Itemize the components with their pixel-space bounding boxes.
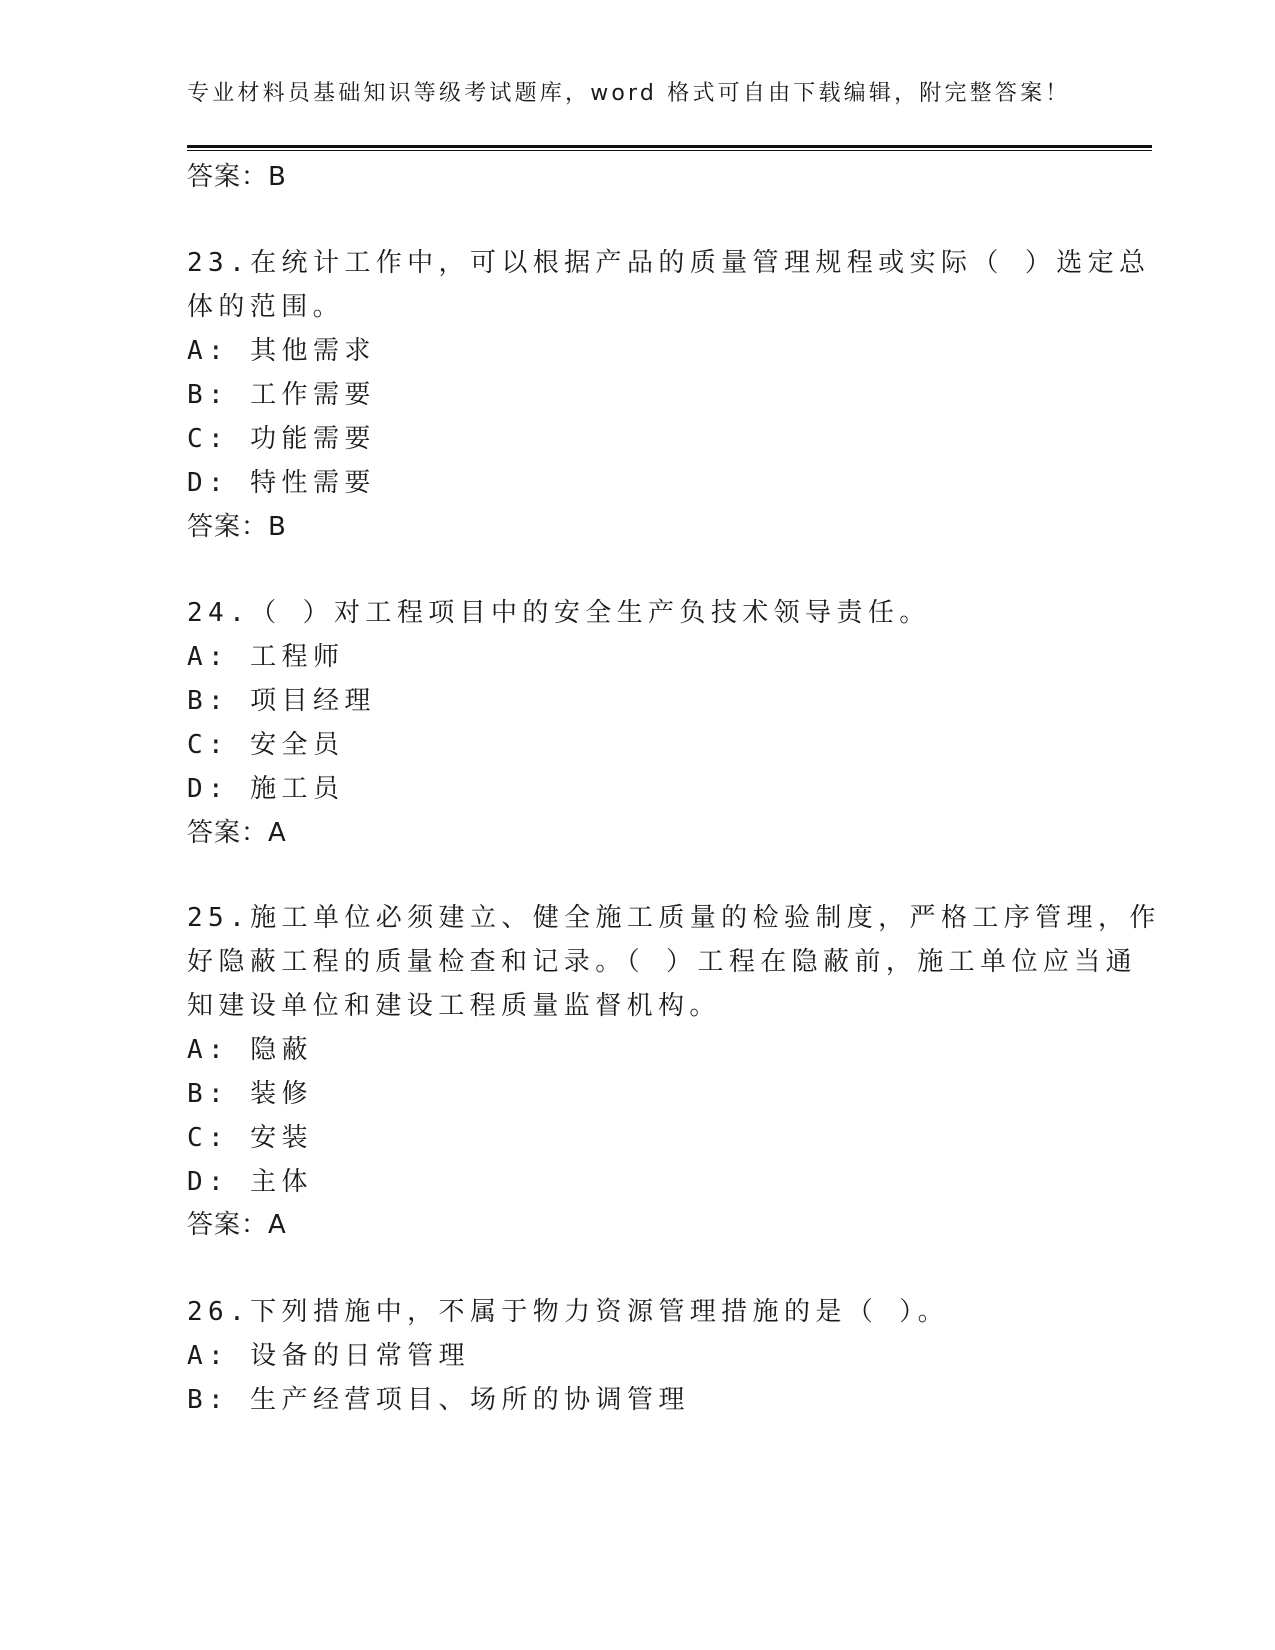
option-line: C: 安全员	[187, 730, 345, 760]
option-line: A: 工程师	[187, 642, 345, 672]
option-line: B: 生产经营项目、场所的协调管理	[187, 1385, 690, 1415]
option-line: B: 工作需要	[187, 380, 376, 410]
option-line: D: 主体	[187, 1167, 313, 1197]
option-line: C: 功能需要	[187, 424, 376, 454]
question-stem-line: 24.（ ）对工程项目中的安全生产负技术领导责任。	[187, 598, 931, 628]
header-rule-thick	[187, 145, 1152, 148]
question-stem-line: 25.施工单位必须建立、健全施工质量的检验制度，严格工序管理，作	[187, 903, 1161, 933]
header-rule-thin	[187, 150, 1152, 151]
answer-line: 答案：B	[187, 162, 287, 192]
option-line: B: 项目经理	[187, 686, 376, 716]
question-stem-line: 体的范围。	[187, 292, 345, 322]
option-line: D: 特性需要	[187, 468, 376, 498]
option-line: A: 设备的日常管理	[187, 1341, 470, 1371]
option-line: B: 装修	[187, 1079, 313, 1109]
page-header: 专业材料员基础知识等级考试题库，word 格式可自由下载编辑，附完整答案！	[187, 81, 1071, 106]
option-line: A: 其他需求	[187, 336, 376, 366]
question-stem-line: 26.下列措施中，不属于物力资源管理措施的是（ ）。	[187, 1297, 950, 1327]
answer-line: 答案：B	[187, 512, 287, 542]
option-line: A: 隐蔽	[187, 1035, 313, 1065]
answer-line: 答案：A	[187, 1210, 287, 1240]
question-stem-line: 23.在统计工作中，可以根据产品的质量管理规程或实际（ ）选定总	[187, 248, 1151, 278]
option-line: D: 施工员	[187, 774, 345, 804]
answer-line: 答案：A	[187, 818, 287, 848]
question-stem-line: 好隐蔽工程的质量检查和记录。（ ）工程在隐蔽前，施工单位应当通	[187, 947, 1138, 977]
question-stem-line: 知建设单位和建设工程质量监督机构。	[187, 991, 721, 1021]
option-line: C: 安装	[187, 1123, 313, 1153]
